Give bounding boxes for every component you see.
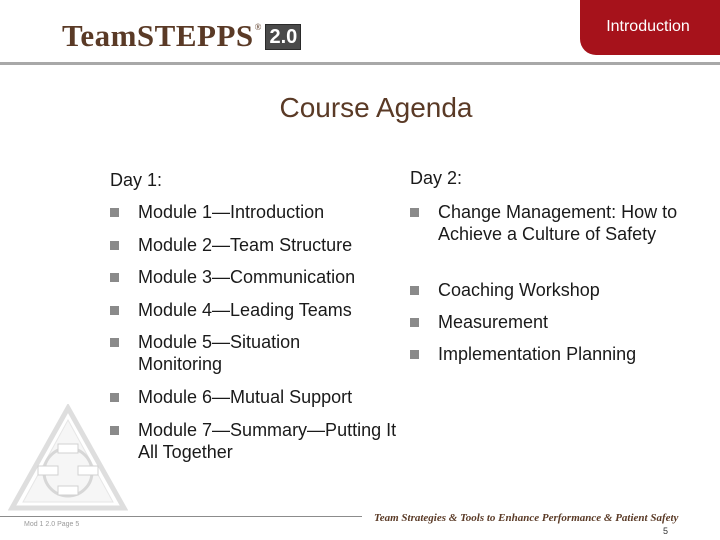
day1-item — [110, 419, 410, 463]
day1-item — [110, 386, 398, 408]
square-bullet-icon — [410, 318, 419, 327]
day2-item — [410, 279, 698, 301]
square-bullet-icon — [110, 273, 119, 282]
square-bullet-icon — [110, 393, 119, 402]
day2-item-label: Coaching Workshop — [438, 280, 600, 300]
footer-divider — [0, 516, 362, 517]
day2-item — [410, 201, 678, 245]
square-bullet-icon — [110, 241, 119, 250]
logo-registered-mark: ® — [254, 22, 262, 32]
square-bullet-icon — [110, 306, 119, 315]
slide-title: Course Agenda — [279, 92, 473, 123]
square-bullet-icon — [410, 350, 419, 359]
day1-item-label: Module 7—Summary—Putting It All Together — [138, 420, 397, 462]
day1-item-label: Module 5—Situation Monitoring — [138, 332, 301, 374]
section-tab-label: Introduction — [606, 18, 690, 35]
logo-wordmark: TeamSTEPPS — [62, 18, 254, 53]
day1-item — [110, 331, 328, 375]
day1-item-label: Module 3—Communication — [138, 267, 356, 287]
logo-version-badge: 2.0 — [265, 24, 301, 50]
day2-item-label: Change Management: How to Achieve a Culture of Safety — [438, 202, 678, 244]
slide-number: 5 — [663, 526, 669, 536]
square-bullet-icon — [110, 338, 119, 347]
day1-item-label: Module 4—Leading Teams — [138, 300, 352, 320]
day1-item-label: Module 1—Introduction — [138, 202, 325, 222]
day1-item-label: Module 6—Mutual Support — [138, 387, 353, 407]
square-bullet-icon — [110, 208, 119, 217]
day1-item — [110, 299, 398, 321]
day2-heading: Day 2: — [410, 168, 463, 188]
day2-item-label: Measurement — [438, 312, 549, 332]
day2-item — [410, 311, 698, 333]
day1-item — [110, 201, 378, 223]
teamstepps-logo — [62, 18, 301, 54]
teamstepps-triangle-watermark-icon — [8, 404, 128, 514]
day2-item-label: Implementation Planning — [438, 344, 637, 364]
square-bullet-icon — [410, 208, 419, 217]
footer-tagline: Team Strategies & Tools to Enhance Performance & Patient Safety — [374, 512, 679, 524]
day1-item-label: Module 2—Team Structure — [138, 235, 353, 255]
header-divider — [0, 62, 720, 65]
day1-heading: Day 1: — [110, 170, 163, 190]
section-tab — [580, 0, 720, 55]
module-page-reference: Mod 1 2.0 Page 5 — [24, 521, 80, 528]
day2-item — [410, 343, 710, 365]
day1-item — [110, 234, 398, 256]
day1-item — [110, 266, 398, 288]
square-bullet-icon — [410, 286, 419, 295]
